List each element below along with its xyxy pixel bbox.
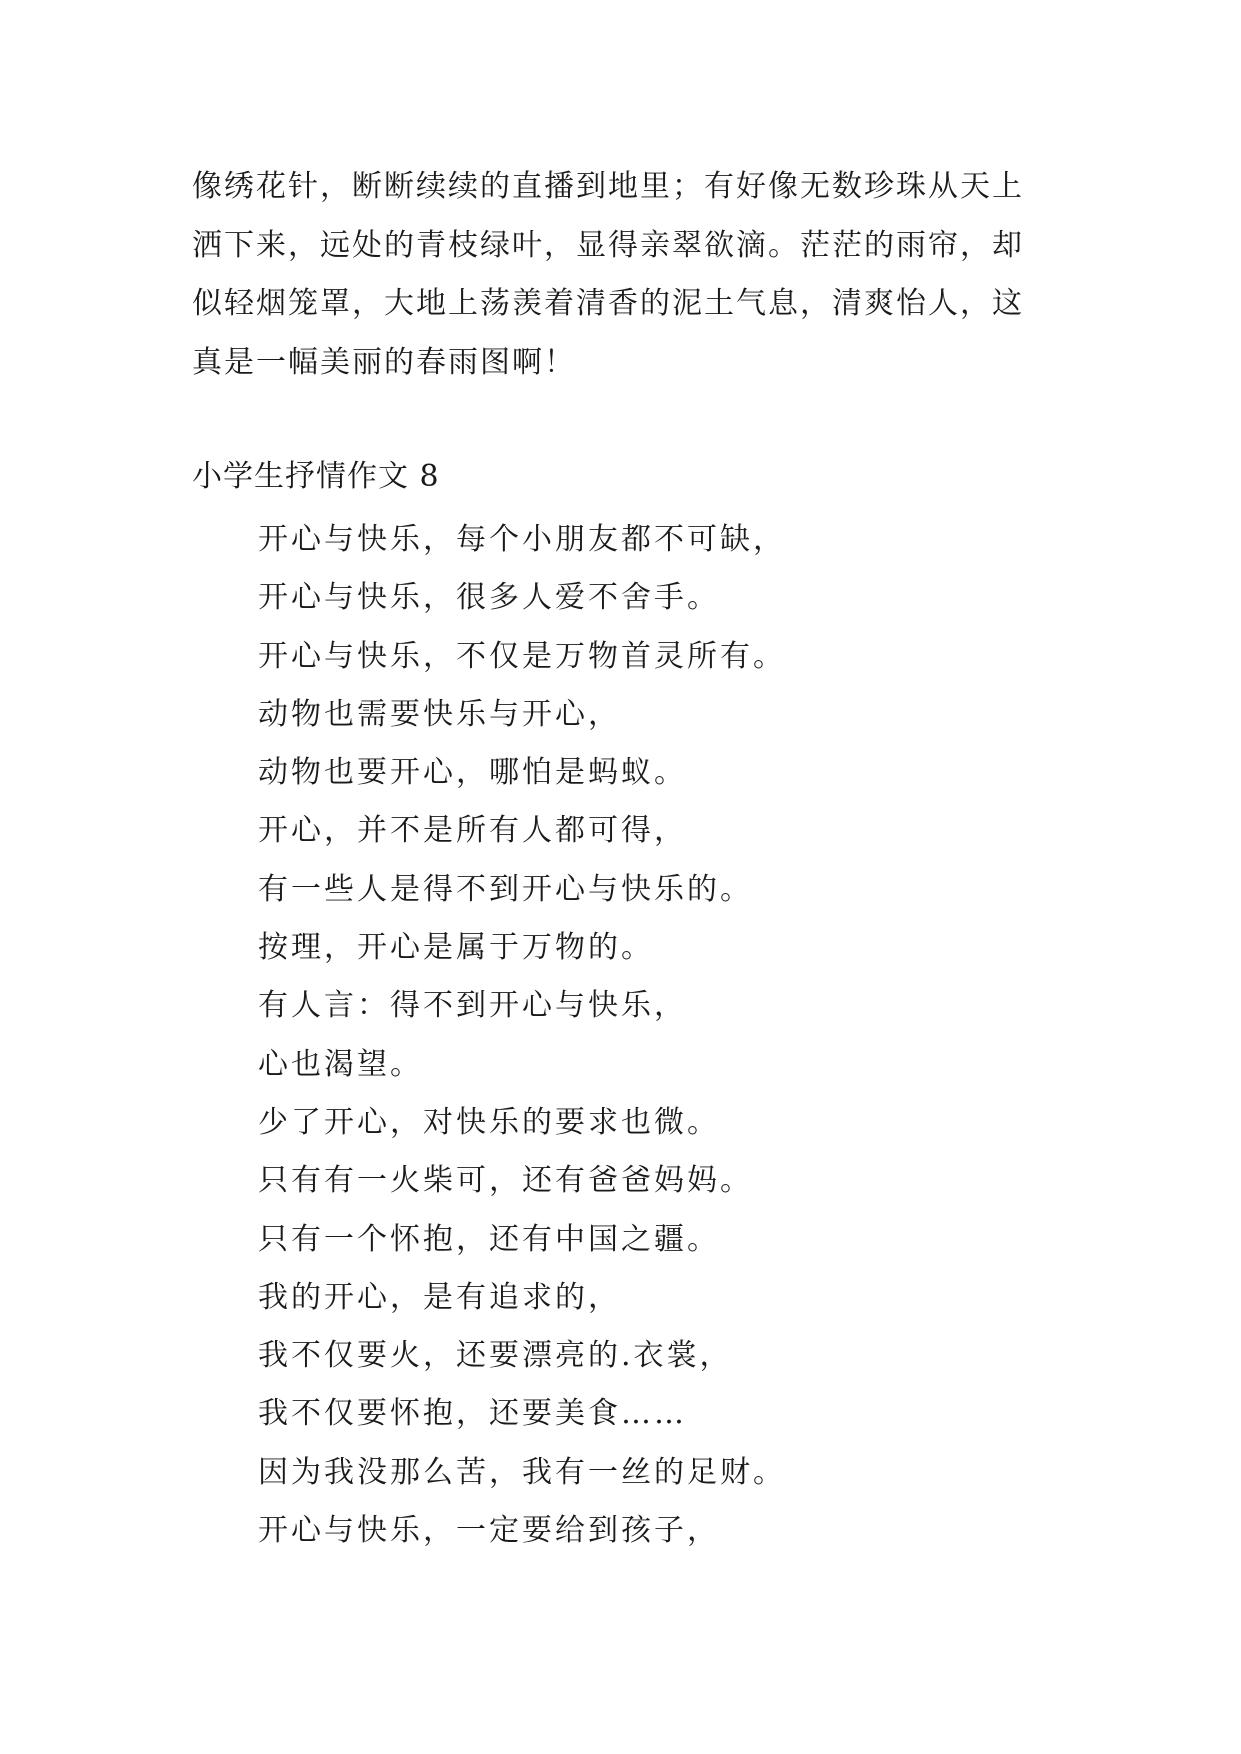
- poem-line: 心也渴望。: [258, 1046, 423, 1082]
- paragraph-line: 似轻烟笼罩，大地上荡羡着清香的泥土气息，清爽怡人，这: [192, 286, 1024, 322]
- poem-line: 动物也要开心，哪怕是蚂蚁。: [258, 755, 687, 791]
- body-paragraph: [192, 158, 1062, 393]
- section-title: 小学生抒情作文 8: [192, 459, 440, 494]
- poem-line: 开心与快乐，每个小朋友都不可缺，: [258, 522, 786, 557]
- poem-line: 因为我没那么苦，我有一丝的足财。: [258, 1454, 786, 1490]
- poem-line: 动物也需要快乐与开心，: [258, 696, 621, 732]
- poem-line: 有一些人是得不到开心与快乐的。: [258, 871, 753, 907]
- paragraph-line: 洒下来，远处的青枝绿叶，显得亲翠欲滴。茫茫的雨帘，却: [192, 227, 1024, 263]
- poem-line: 开心，并不是所有人都可得，: [258, 813, 687, 849]
- poem-line: 我的开心，是有追求的，: [258, 1279, 621, 1315]
- poem-line: 开心与快乐，一定要给到孩子，: [258, 1513, 720, 1549]
- poem-line: 少了开心，对快乐的要求也微。: [258, 1104, 720, 1140]
- poem-line: 按理，开心是属于万物的。: [258, 930, 654, 966]
- paragraph-line: 像绣花针，断断续续的直播到地里；有好像无数珍珠从天上: [192, 169, 1024, 204]
- poem-line: 只有有一火柴可，还有爸爸妈妈。: [258, 1163, 753, 1199]
- poem-line: 开心与快乐，很多人爱不舍手。: [258, 580, 720, 616]
- poem-line: 只有一个怀抱，还有中国之疆。: [258, 1221, 720, 1257]
- poem-line: 有人言：得不到开心与快乐，: [258, 988, 687, 1024]
- poem-line: 我不仅要怀抱，还要美食……: [258, 1396, 687, 1432]
- poem-line: 开心与快乐，不仅是万物首灵所有。: [258, 638, 786, 674]
- poem-line: 我不仅要火，还要漂亮的.衣裳，: [258, 1338, 733, 1374]
- poem-body: [258, 511, 1078, 1560]
- paragraph-line: 真是一幅美丽的春雨图啊！: [192, 345, 576, 381]
